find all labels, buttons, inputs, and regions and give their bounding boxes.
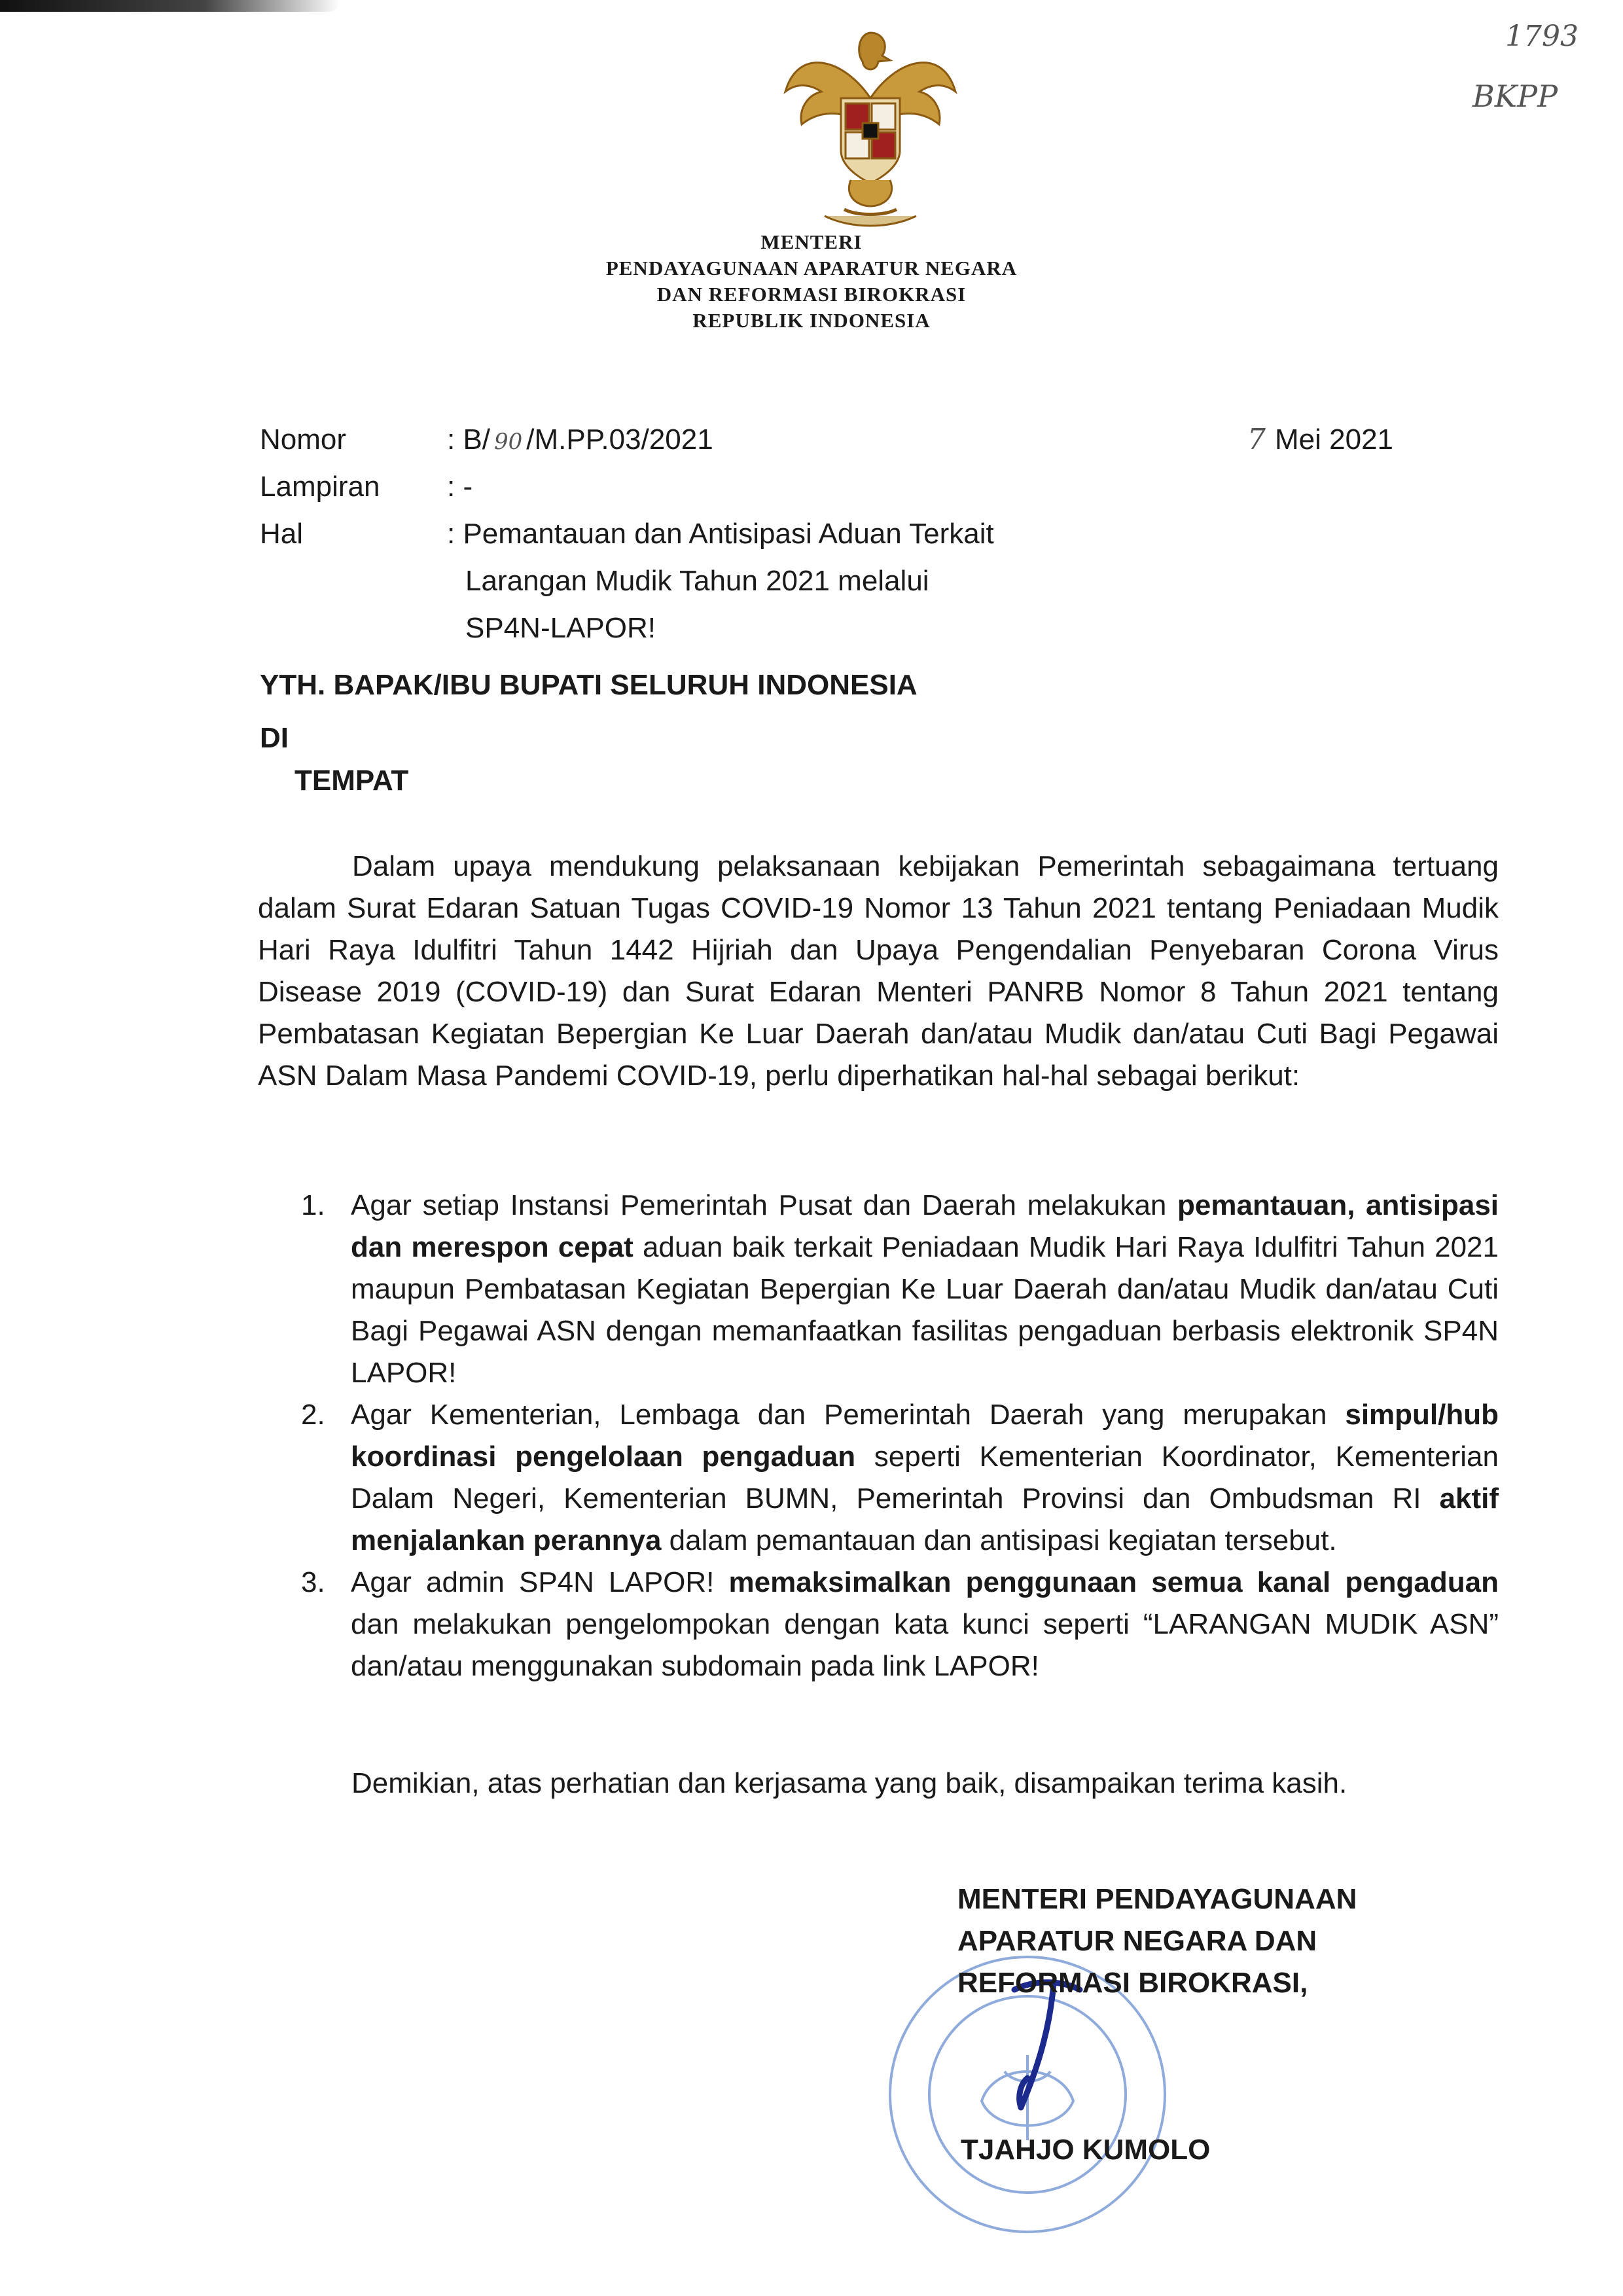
handwritten-corner-initials: BKPP bbox=[1472, 79, 1558, 114]
garuda-crest-emblem bbox=[772, 20, 969, 229]
letterhead bbox=[0, 229, 1623, 334]
intro-paragraph: Dalam upaya mendukung pelaksanaan kebijakan Pemerintah sebagaimana tertuang dalam Surat Edaran Satuan Tugas COVID-19 Nomor 13 Tahun 2021 tentang Peniadaan Mudik Hari Raya Idulfitri Tahun 1442 Hijriah dan Upaya Pengendalian Penyebaran Corona Virus Disease 2019 (COVID-19) dan Surat Edaran Menteri PANRB Nomor 8 Tahun 2021 tentang Pembatasan Kegiatan Bepergian Ke Luar Daerah dan/atau Mudik dan/atau Cuti Bagi Pegawai ASN Dalam Masa Pandemi COVID-19, perlu diperhatikan hal-hal sebagai berikut: bbox=[258, 850, 1499, 1092]
list-item-3-number: 3. bbox=[301, 1566, 325, 1598]
hal-label: Hal bbox=[260, 518, 304, 550]
list-item-1-text-a: Agar setiap Instansi Pemerintah Pusat dan Daerah melakukan bbox=[351, 1189, 1178, 1221]
list-item-2-text-a: Agar Kementerian, Lembaga dan Pemerintah Daerah yang merupakan bbox=[351, 1399, 1346, 1431]
list-item-2-text-b: seperti Kementerian Koordinator, Kementerian Dalam Negeri, Kementerian BUMN, Pemerintah Provinsi dan Ombudsman RI bbox=[351, 1441, 1499, 1515]
letterhead-line-3: DAN REFORMASI BIROKRASI bbox=[656, 283, 967, 306]
list-item-3 bbox=[301, 1562, 1499, 1687]
signatory-name: TJAHJO KUMOLO bbox=[961, 2134, 1211, 2166]
letterhead-line-1: MENTERI bbox=[760, 230, 863, 253]
hal-subject bbox=[447, 511, 994, 652]
hal-line-1: : Pemantauan dan Antisipasi Aduan Terkait bbox=[447, 518, 994, 550]
nomor-value bbox=[447, 416, 713, 465]
intro-paragraph-block bbox=[258, 846, 1499, 1097]
list-item-1-text-b: aduan baik terkait Peniadaan Mudik Hari Raya Idulfitri Tahun 2021 maupun Pembatasan Kegiatan Bepergian Ke Luar Daerah dan/atau Mudik dan/atau Cuti Bagi Pegawai ASN dengan memanfaatkan fasilitas pengaduan berbasis elektronik SP4N LAPOR! bbox=[351, 1231, 1499, 1389]
signatory-title-line-1: MENTERI PENDAYAGUNAAN bbox=[957, 1883, 1357, 1915]
hal-line-3: SP4N-LAPOR! bbox=[465, 612, 656, 644]
addressee-line-3: TEMPAT bbox=[294, 764, 409, 797]
letterhead-line-4: REPUBLIK INDONESIA bbox=[692, 309, 931, 332]
closing-line: Demikian, atas perhatian dan kerjasama yang baik, disampaikan terima kasih. bbox=[351, 1767, 1347, 1799]
letterhead-line-2: PENDAYAGUNAAN APARATUR NEGARA bbox=[605, 257, 1018, 279]
list-item-1 bbox=[301, 1185, 1499, 1394]
list-item-2 bbox=[301, 1394, 1499, 1562]
letter-date bbox=[1247, 416, 1393, 463]
list-item-1-number: 1. bbox=[301, 1189, 325, 1221]
list-item-2-bold: simpul/hub koordinasi pengelolaan pengaduan bbox=[351, 1399, 1499, 1473]
instruction-list bbox=[301, 1185, 1499, 1687]
list-item-2-bold-2: aktif menjalankan perannya bbox=[351, 1482, 1499, 1556]
scan-shadow bbox=[0, 0, 340, 12]
list-item-3-text-b: dan melakukan pengelompokan dengan kata kunci seperti “LARANGAN MUDIK ASN” dan/atau menggunakan subdomain pada link LAPOR! bbox=[351, 1608, 1499, 1682]
signature-block bbox=[957, 1878, 1357, 2004]
list-item-2-text-c: dalam pemantauan dan antisipasi kegiatan tersebut. bbox=[661, 1524, 1337, 1556]
nomor-suffix: /M.PP.03/2021 bbox=[526, 423, 713, 456]
handwritten-corner-number: 1793 bbox=[1505, 20, 1578, 53]
list-item-3-text-a: Agar admin SP4N LAPOR! bbox=[351, 1566, 729, 1598]
addressee-line-2: DI bbox=[260, 722, 289, 754]
list-item-1-bold: pemantauan, antisipasi dan merespon cepat bbox=[351, 1189, 1499, 1263]
lampiran-label: Lampiran bbox=[260, 471, 380, 503]
date-text: Mei 2021 bbox=[1275, 423, 1394, 456]
lampiran-value: : - bbox=[447, 471, 473, 503]
nomor-label: Nomor bbox=[260, 423, 347, 456]
signatory-title-line-2: APARATUR NEGARA DAN bbox=[957, 1925, 1317, 1957]
hal-line-2: Larangan Mudik Tahun 2021 melalui bbox=[465, 565, 929, 597]
nomor-handwritten: 90 bbox=[494, 429, 523, 455]
date-handwritten-day: 7 bbox=[1247, 423, 1266, 456]
list-item-2-number: 2. bbox=[301, 1399, 325, 1431]
list-item-3-bold: memaksimalkan penggunaan semua kanal pengaduan bbox=[728, 1566, 1499, 1598]
nomor-prefix: : B/ bbox=[447, 423, 491, 456]
addressee-line-1: YTH. BAPAK/IBU BUPATI SELURUH INDONESIA bbox=[260, 669, 918, 701]
signatory-title-line-3: REFORMASI BIROKRASI, bbox=[957, 1967, 1308, 1999]
